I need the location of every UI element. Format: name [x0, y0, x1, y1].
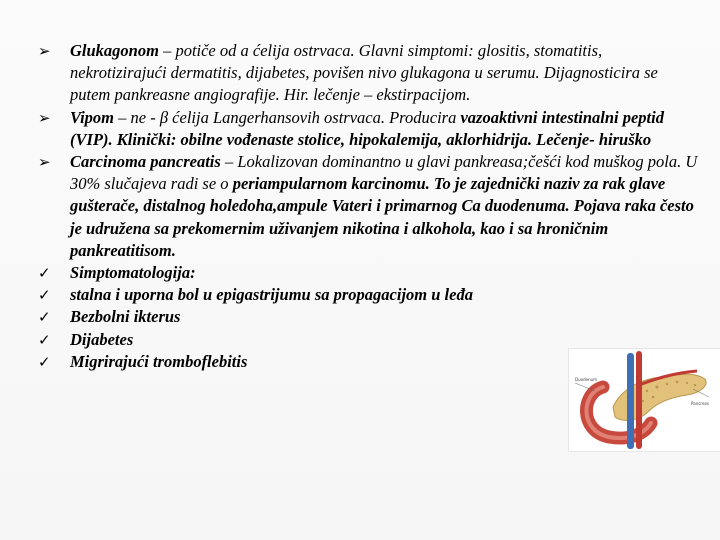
label-pancreas: Pancreas	[691, 401, 709, 406]
check-item-simptomatologija	[38, 262, 698, 284]
artery-shape	[636, 351, 642, 449]
checkmark-bullet-icon: ✓	[38, 286, 51, 305]
bullet-list	[38, 40, 698, 373]
term-vipom: Vipom	[70, 107, 115, 127]
glukagonom-description: – potiče od a ćelija ostrvaca. Glavni simptomi: glositis, stomatitis, nekrotizirajući dermatitis, dijabetes, povišen nivo glukagona u serumu. Dijagnosticira se putem pankreasne angiografije. Hir. lečenje – ekstirpacijom.	[70, 41, 658, 105]
pancreas-illustration	[568, 348, 720, 452]
vein-shape	[627, 353, 634, 449]
pancreas-anatomy-drawing	[569, 349, 720, 451]
carcinoma-description: – Lokalizovan dominantno u glavi pankreasa;češći kod muškog pola. U 30% slučajeva radi se o	[70, 152, 698, 194]
arrow-bullet-icon: ➢	[38, 42, 51, 60]
check-text: Simptomatologija:	[70, 263, 196, 283]
bullet-carcinoma-pancreatis	[38, 151, 698, 262]
check-item-bol	[38, 284, 698, 306]
carcinoma-description-bold: periampularnom karcinomu. To je zajednički naziv za rak glave gušterače, distalnog holedoha,ampule Vateri i primarnog Ca duodenuma. Pojava raka često je udružena sa prekomernim uživanjem nikotina i alkohola, kao i sa hroničnim pankreatitisom.	[70, 174, 694, 260]
arrow-bullet-icon: ➢	[38, 108, 51, 127]
bullet-glukagonom	[38, 40, 698, 107]
check-text: Dijabetes	[70, 329, 134, 349]
term-carcinoma-pancreatis: Carcinoma pancreatis	[70, 152, 221, 172]
term-glukagonom: Glukagonom	[70, 41, 159, 60]
checkmark-bullet-icon: ✓	[38, 308, 51, 327]
check-text: Migrirajući tromboflebitis	[70, 351, 248, 371]
check-item-ikterus	[38, 306, 698, 328]
label-duodenum: Duodenum	[575, 377, 598, 382]
checkmark-bullet-icon: ✓	[38, 352, 51, 371]
check-text: stalna i uporna bol u epigastrijumu sa propagacijom u leđa	[70, 285, 473, 305]
arrow-bullet-icon: ➢	[38, 153, 51, 172]
pancreas-shape	[613, 374, 706, 420]
check-text: Bezbolni ikterus	[70, 307, 181, 327]
checkmark-bullet-icon: ✓	[38, 330, 51, 349]
bullet-vipom	[38, 107, 698, 151]
vipom-description-bold: vazoaktivni intestinalni peptid (VIP). Klinički: obilne vođenaste stolice, hipokalemija, aklorhidrija. Lečenje- hiruško	[70, 107, 664, 149]
checkmark-bullet-icon: ✓	[38, 264, 51, 283]
vipom-description: – ne - β ćelija Langerhansovih ostrvaca. Producira	[114, 107, 461, 127]
